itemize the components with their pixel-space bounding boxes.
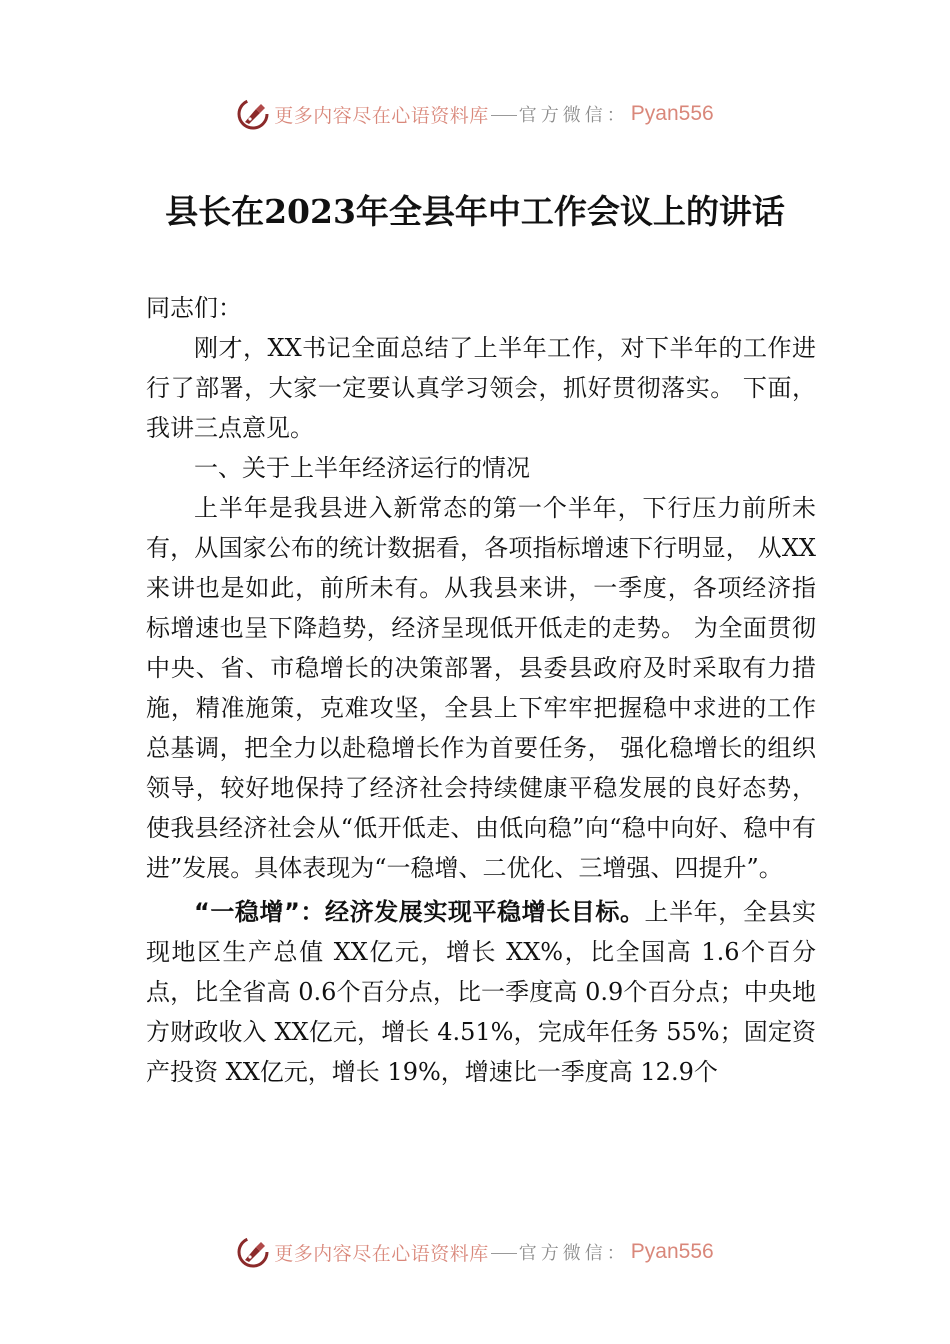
header-watermark [0,94,950,134]
watermark-separator [491,115,517,116]
watermark-separator [491,1253,517,1254]
document-title: 县长在2023年全县年中工作会议上的讲话 [165,192,785,231]
pen-nib-logo-icon [236,1235,270,1269]
document-body [146,288,816,1092]
paragraph-intro: 刚才，XX书记全面总结了上半年工作，对下半年的工作进行了部署，大家一定要认真学习领会，抓好贯彻落实。 下面，我讲三点意见。 [146,334,816,442]
watermark-wechat-id: Pyan556 [630,1240,714,1263]
watermark-official-label: 官方微信： [518,105,629,126]
pen-nib-logo-icon [236,97,270,131]
salutation: 同志们： [146,294,242,322]
paragraph-highlight [146,892,816,1092]
watermark-brand: 更多内容尽在心语资料库 [274,1242,489,1265]
watermark-brand: 更多内容尽在心语资料库 [274,104,489,127]
watermark-official-label: 官方微信： [518,1243,629,1264]
watermark-wechat-id: Pyan556 [630,102,714,125]
highlight-text: 上半年，全县实现地区生产总值 XX亿元，增长 XX%，比全国高 1.6个百分点，比全省高 0.6个百分点，比一季度高 0.9个百分点；中央地方财政收入 XX亿元，增长 4.51%，完成年任务 55%；固定资产投资 XX亿元，增长 19%，增速比一季度高 12.9个 [146,898,816,1086]
highlight-lead: “一稳增”：经济发展实现平稳增长目标。 [194,898,645,926]
paragraph-overview: 上半年是我县进入新常态的第一个半年，下行压力前所未有，从国家公布的统计数据看，各项指标增速下行明显， 从XX来讲也是如此，前所未有。从我县来讲，一季度，各项经济指标增速也呈下降趋势，经济呈现低开低走的走势。 为全面贯彻中央、省、市稳增长的决策部署，县委县政府及时采取有力措施，精准施策，克难攻坚，全县上下牢牢把握稳中求进的工作总基调，把全力以赴稳增长作为首要任务， 强化稳增长的组织领导，较好地保持了经济社会持续健康平稳发展的良好态势，使我县经济社会从“低开低走、由低向稳”向“稳中向好、稳中有进”发展。具体表现为“一稳增、二优化、三增强、四提升”。 [146,494,816,882]
footer-watermark [0,1232,950,1272]
section-heading: 一、关于上半年经济运行的情况 [194,454,530,482]
